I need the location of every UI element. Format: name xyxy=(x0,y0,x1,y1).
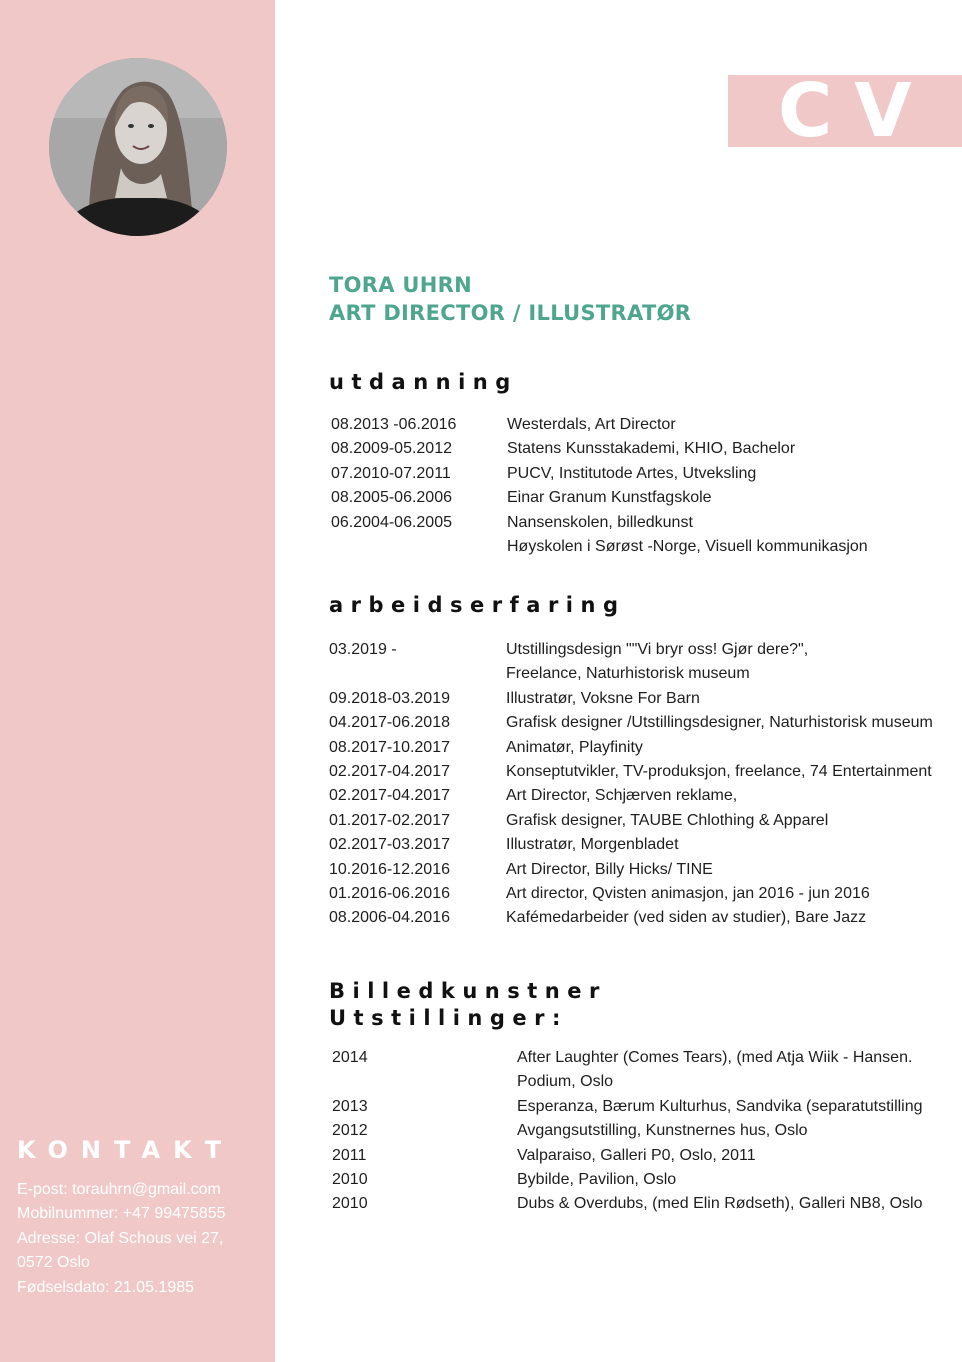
list-item xyxy=(329,906,933,930)
exhibitions-list xyxy=(332,1046,923,1217)
contact-section xyxy=(17,1136,267,1300)
list-item xyxy=(329,638,933,662)
item-date: 04.2017-06.2018 xyxy=(329,714,450,732)
list-item xyxy=(331,486,868,510)
list-item xyxy=(329,858,933,882)
item-text: Illustratør, Morgenbladet xyxy=(506,836,679,854)
exhibitions-heading-line1: Billedkunstner xyxy=(329,979,607,1003)
list-item xyxy=(331,437,868,461)
contact-heading: KONTAKT xyxy=(17,1136,235,1164)
item-text: Avgangsutstilling, Kunstnernes hus, Oslo xyxy=(517,1122,808,1140)
item-text: Grafisk designer /Utstillingsdesigner, Naturhistorisk museum xyxy=(506,714,933,732)
item-date: 01.2017-02.2017 xyxy=(329,811,450,829)
item-date xyxy=(332,1070,517,1094)
list-item xyxy=(329,784,933,808)
list-item xyxy=(332,1070,923,1094)
item-date: 02.2017-04.2017 xyxy=(329,787,450,805)
list-item xyxy=(329,760,933,784)
work-list xyxy=(329,638,933,931)
item-text: Høyskolen i Sørøst -Norge, Visuell kommunikasjon xyxy=(507,538,868,556)
list-item xyxy=(332,1168,923,1192)
education-heading: utdanning xyxy=(329,370,518,394)
item-date: 06.2004-06.2005 xyxy=(331,513,452,531)
list-item xyxy=(332,1095,923,1119)
item-text: Dubs & Overdubs, (med Elin Rødseth), Galleri NB8, Oslo xyxy=(517,1195,923,1213)
profile-photo xyxy=(49,58,227,236)
item-date xyxy=(331,535,507,559)
list-item xyxy=(331,413,868,437)
item-date: 2010 xyxy=(332,1195,368,1213)
list-item xyxy=(329,809,933,833)
item-date: 2010 xyxy=(332,1171,368,1189)
item-text: PUCV, Institutode Artes, Utveksling xyxy=(507,464,757,482)
item-text: Kafémedarbeider (ved siden av studier), Bare Jazz xyxy=(506,909,867,927)
item-date: 2013 xyxy=(332,1097,368,1115)
list-item xyxy=(332,1144,923,1168)
list-item xyxy=(331,462,868,486)
item-date: 03.2019 - xyxy=(329,641,397,658)
item-date: 2014 xyxy=(332,1049,368,1066)
item-text: Grafisk designer, TAUBE Chlothing & Apparel xyxy=(506,811,829,829)
item-date: 01.2016-06.2016 xyxy=(329,885,450,903)
item-text: Nansenskolen, billedkunst xyxy=(507,513,693,531)
item-text: After Laughter (Comes Tears), (med Atja Wiik - Hansen. xyxy=(517,1049,913,1066)
item-text: Westerdals, Art Director xyxy=(507,416,676,433)
list-item xyxy=(331,535,868,559)
exhibitions-heading-line2: Utstillinger: xyxy=(329,1006,568,1030)
item-text: Illustratør, Voksne For Barn xyxy=(506,689,700,707)
item-text: Freelance, Naturhistorisk museum xyxy=(506,665,750,683)
work-heading: arbeidserfaring xyxy=(329,593,626,617)
contact-email: E-post: torauhrn@gmail.com xyxy=(17,1181,221,1198)
item-date: 08.2006-04.2016 xyxy=(329,909,450,927)
sidebar xyxy=(0,0,275,1362)
contact-birthdate: Fødselsdato: 21.05.1985 xyxy=(17,1278,195,1296)
item-text: Utstillingsdesign ""Vi bryr oss! Gjør dere?", xyxy=(506,641,809,658)
name-block xyxy=(329,272,691,327)
list-item xyxy=(332,1192,923,1216)
list-item xyxy=(329,687,933,711)
list-item xyxy=(329,662,933,686)
list-item xyxy=(332,1046,923,1070)
item-text: Esperanza, Bærum Kulturhus, Sandvika (separatutstilling xyxy=(517,1097,923,1115)
item-text: Art Director, Schjærven reklame, xyxy=(506,787,738,805)
portrait-illustration xyxy=(49,58,227,236)
person-title: ART DIRECTOR / ILLUSTRATØR xyxy=(329,300,692,325)
list-item xyxy=(329,711,933,735)
item-date xyxy=(329,662,506,686)
item-text: Valparaiso, Galleri P0, Oslo, 2011 xyxy=(517,1146,756,1164)
list-item xyxy=(329,882,933,906)
education-list xyxy=(331,413,868,559)
list-item xyxy=(331,511,868,535)
contact-phone: Mobilnummer: +47 99475855 xyxy=(17,1205,226,1223)
item-date: 08.2005-06.2006 xyxy=(331,489,452,507)
item-text: Statens Kunsstakademi, KHIO, Bachelor xyxy=(507,440,796,458)
list-item xyxy=(329,833,933,857)
item-text: Konseptutvikler, TV-produksjon, freelance, 74 Entertainment xyxy=(506,763,932,781)
list-item xyxy=(329,736,933,760)
contact-address-line1: Adresse: Olaf Schous vei 27, xyxy=(17,1229,224,1247)
item-text: Animatør, Playfinity xyxy=(506,738,643,756)
cv-label: CV xyxy=(728,75,962,147)
contact-address-line2: 0572 Oslo xyxy=(17,1254,90,1272)
exhibitions-heading xyxy=(329,978,607,1032)
item-date: 08.2009-05.2012 xyxy=(331,440,452,458)
item-date: 08.2017-10.2017 xyxy=(329,738,450,756)
person-name: TORA UHRN xyxy=(329,273,472,297)
item-date: 07.2010-07.2011 xyxy=(331,464,451,482)
item-text: Einar Granum Kunstfagskole xyxy=(507,489,712,507)
item-date: 2012 xyxy=(332,1122,368,1140)
item-text: Art director, Qvisten animasjon, jan 2016 - jun 2016 xyxy=(506,885,870,903)
list-item xyxy=(332,1119,923,1143)
item-text: Bybilde, Pavilion, Oslo xyxy=(517,1171,677,1189)
item-date: 02.2017-03.2017 xyxy=(329,836,450,854)
item-date: 10.2016-12.2016 xyxy=(329,860,450,878)
item-text: Podium, Oslo xyxy=(517,1073,614,1091)
item-text: Art Director, Billy Hicks/ TINE xyxy=(506,860,713,878)
item-date: 02.2017-04.2017 xyxy=(329,763,450,781)
item-date: 2011 xyxy=(332,1146,367,1164)
item-date: 08.2013 -06.2016 xyxy=(331,416,457,433)
item-date: 09.2018-03.2019 xyxy=(329,689,450,707)
